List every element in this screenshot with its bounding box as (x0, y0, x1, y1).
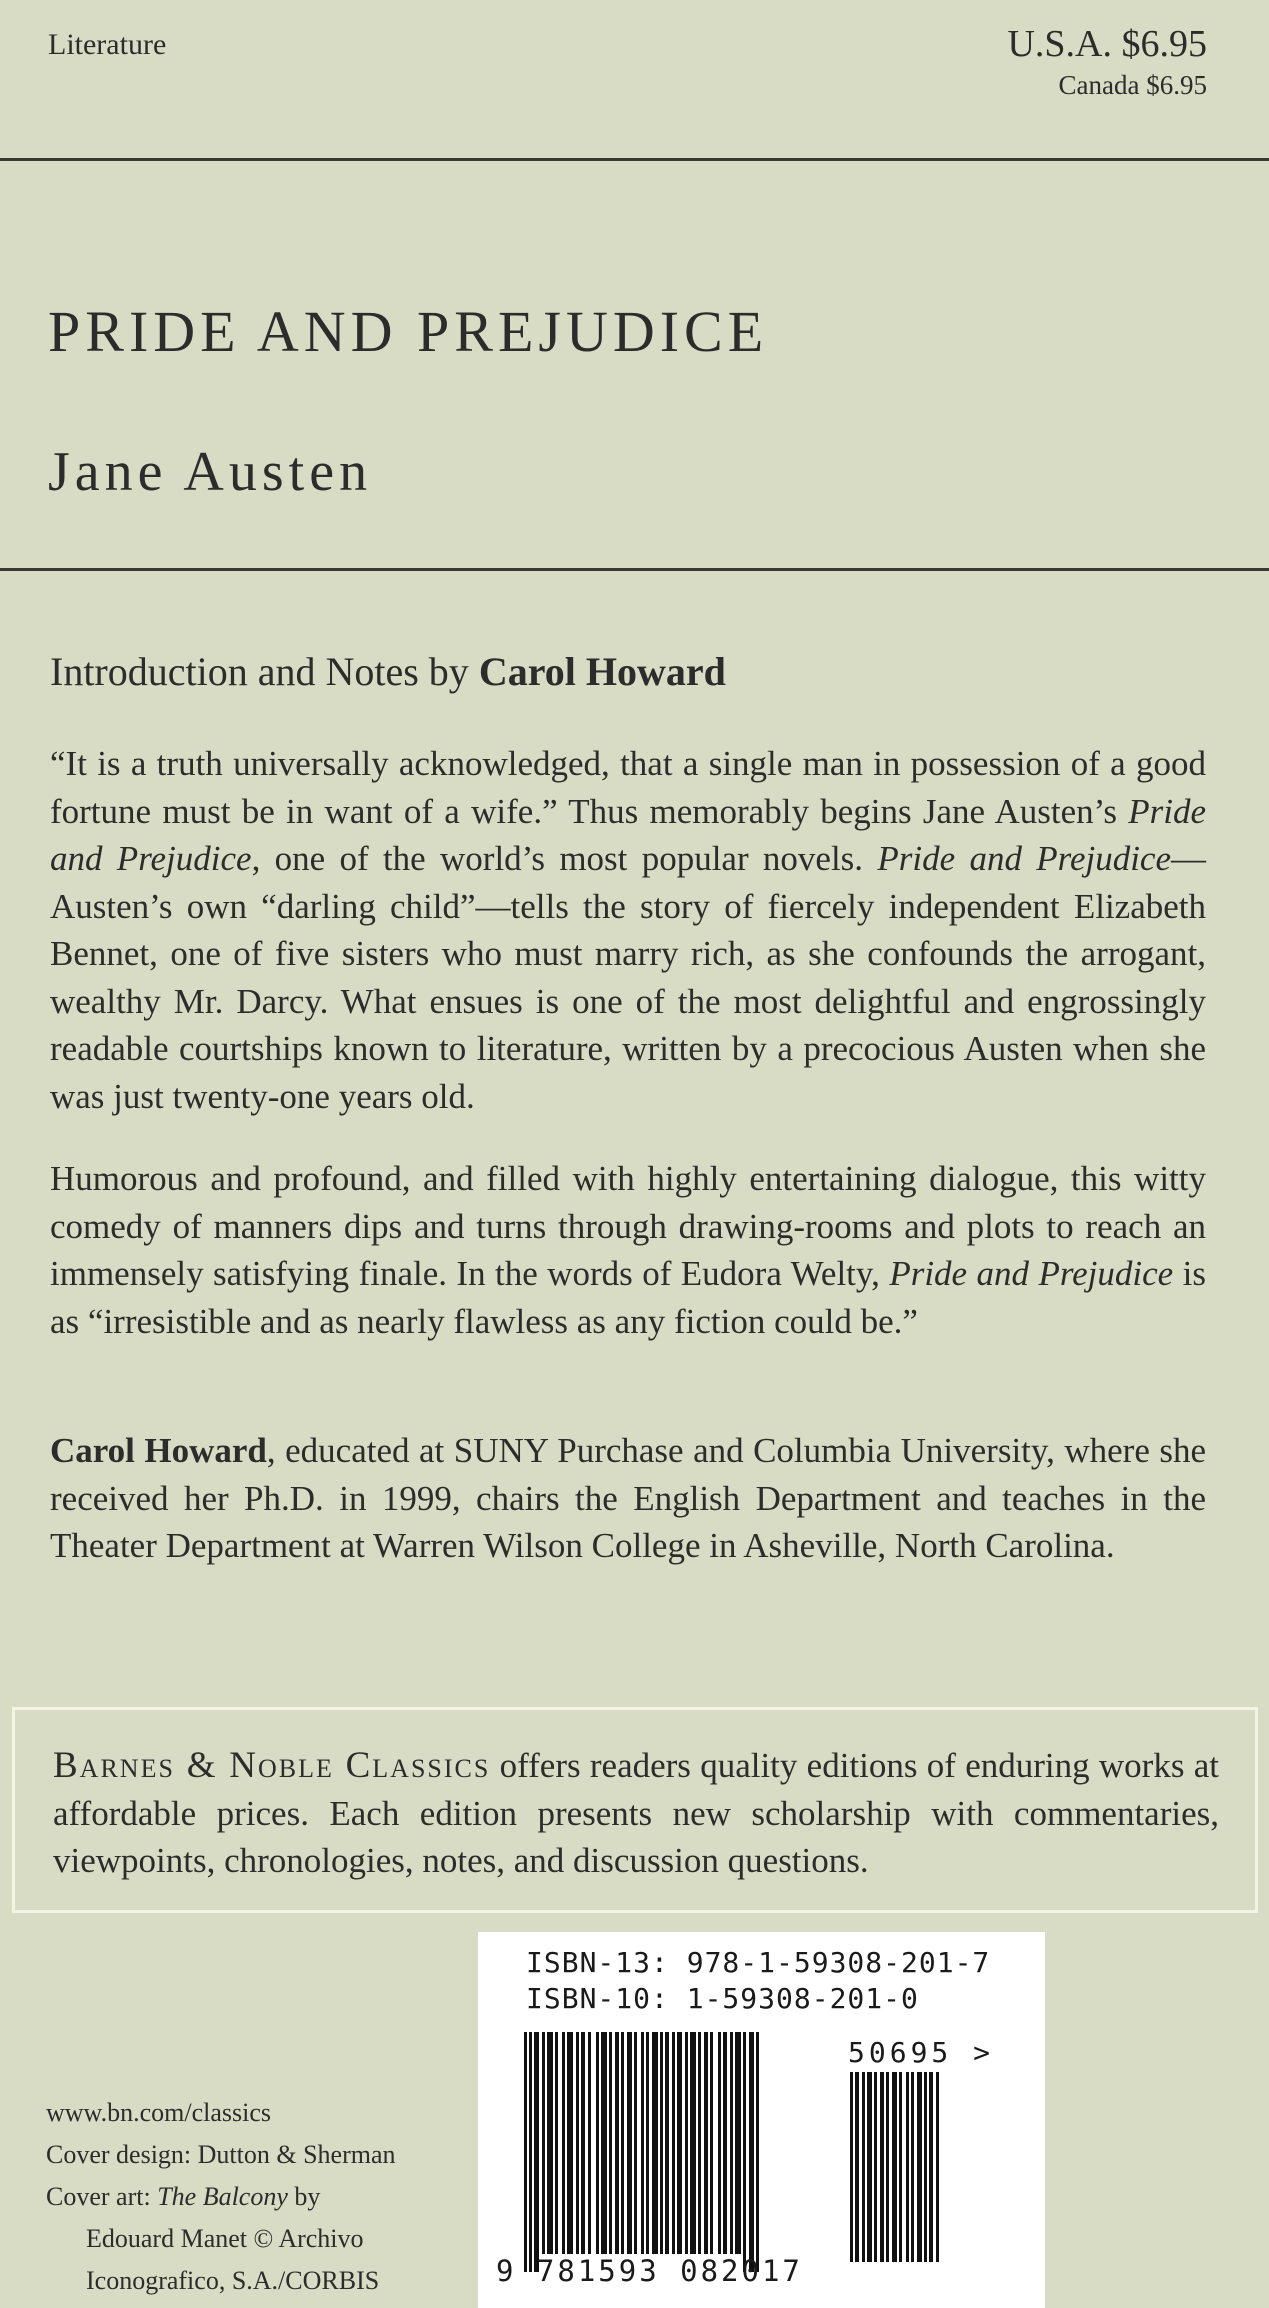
barcode-bar (596, 2032, 599, 2254)
description-paragraph-2 (50, 1155, 1206, 1345)
barcode-bar (581, 2032, 585, 2254)
editor-bio (50, 1427, 1206, 1570)
classics-brand: Barnes & Noble Classics (53, 1745, 491, 1786)
barcode-bar (524, 2032, 527, 2272)
middle-divider (0, 568, 1269, 571)
barcode-bar (621, 2032, 624, 2254)
website-url: www.bn.com/classics (46, 2098, 272, 2127)
artwork-title: The Balcony (157, 2182, 288, 2211)
addon-barcode (850, 2072, 980, 2262)
barcode-bar (749, 2032, 754, 2272)
barcode-bar (615, 2032, 619, 2254)
barcode-bar (601, 2032, 607, 2254)
price-addon-code: 50695 > (848, 2036, 995, 2069)
barcode-bar (652, 2032, 658, 2254)
barcode-bar (899, 2072, 902, 2262)
isbn-13: ISBN-13: 978-1-59308-201-7 (526, 1946, 991, 1979)
barcode-bar (576, 2032, 579, 2254)
cover-art-credit-line-2: Edouard Manet © Archivo (86, 2224, 364, 2253)
barcode-bar (730, 2032, 733, 2254)
barcode-bar (880, 2072, 884, 2262)
barcode-bar (906, 2072, 909, 2262)
top-divider (0, 158, 1269, 161)
barcode-bar (634, 2032, 637, 2254)
p1-book-title-1: Pride and Prejudice (50, 791, 1206, 878)
barcode-bar (690, 2032, 696, 2254)
introduction-credit (50, 648, 726, 695)
barcode-bar (924, 2072, 927, 2262)
intro-prefix: Introduction and Notes by (50, 649, 479, 694)
ean-barcode (524, 2032, 842, 2272)
barcode-bar (911, 2072, 914, 2262)
barcode-bar (929, 2072, 933, 2262)
barcode-bar (677, 2032, 682, 2254)
barcode-bar (660, 2032, 663, 2254)
barcode-bar (723, 2032, 727, 2254)
p2-text-b: is as “irresistible and as nearly flawless as any fiction could be.” (50, 1254, 1206, 1341)
book-title: PRIDE AND PREJUDICE (48, 299, 769, 364)
barcode-bar (547, 2032, 553, 2254)
barcode-bar (588, 2032, 591, 2254)
barcode-bar (555, 2032, 558, 2254)
classics-info-box (12, 1707, 1258, 1913)
barcode-bar (862, 2072, 865, 2262)
barcode-bar (641, 2032, 644, 2254)
description-paragraph-1 (50, 740, 1206, 1120)
barcode-bar (874, 2072, 877, 2262)
barcode-bar (743, 2032, 746, 2272)
book-author: Jane Austen (48, 441, 373, 503)
barcode-bar (917, 2072, 922, 2262)
barcode-bar (867, 2072, 872, 2262)
barcode-bar (627, 2032, 632, 2254)
barcode-bar (735, 2032, 741, 2254)
cover-art-credit-line-3: Iconografico, S.A./CORBIS (86, 2266, 380, 2295)
barcode-bar (855, 2072, 859, 2262)
p2-book-title: Pride and Prejudice (889, 1254, 1174, 1293)
barcode-bar (704, 2032, 708, 2254)
p2-text-a: Humorous and profound, and filled with highly entertaining dialogue, this witty comedy of manners dips and turns through drawing-rooms and plots to reach an immensely satisfying finale. In the words of Eudora Welty, (50, 1159, 1206, 1293)
p1-text-b: , one of the world’s most popular novels. (251, 839, 878, 878)
barcode-bar (562, 2032, 565, 2254)
p1-book-title-2: Pride and Prejudice (877, 839, 1172, 878)
barcode-bar (665, 2032, 669, 2254)
price-us: U.S.A. $6.95 (1007, 23, 1207, 65)
barcode-bar (567, 2032, 573, 2254)
barcode-bar (534, 2032, 539, 2272)
classics-text: offers readers quality editions of enduring works at affordable prices. Each edition presents new scholarship with commentaries, viewpoints, chronologies, notes, and discussion questions. (53, 1746, 1219, 1880)
barcode-bar (886, 2072, 889, 2262)
barcode-bar (609, 2032, 612, 2254)
p1-text-a: “It is a truth universally acknowledged, that a single man in possession of a good fortune must be in want of a wife.” Thus memorably begins Jane Austen’s (50, 744, 1206, 831)
barcode-bar (646, 2032, 649, 2254)
bio-text: , educated at SUNY Purchase and Columbia University, where she received her Ph.D. in 1999, chairs the English Department and teaches in the Theater Department at Warren Wilson College in Asheville, North Carolina. (50, 1431, 1206, 1565)
price-canada: Canada $6.95 (1058, 70, 1207, 100)
barcode-bar (529, 2032, 532, 2272)
barcode-bar (936, 2072, 939, 2262)
barcode-bar (892, 2072, 897, 2262)
barcode-panel (478, 1932, 1045, 2308)
barcode-bar (685, 2032, 688, 2254)
barcode-bar (698, 2032, 701, 2254)
ean-digits: 9 781593 082017 (496, 2254, 803, 2288)
barcode-bar (850, 2072, 853, 2262)
cover-design-credit: Cover design: Dutton & Sherman (46, 2140, 396, 2169)
p1-text-c: —Austen’s own “darling child”—tells the story of fiercely independent Elizabeth Bennet, one of five sisters who must marry rich, as she confounds the arrogant, wealthy Mr. Darcy. What ensues is one of the most delightful and engrossingly readable courtships known to literature, written by a precocious Austen when she was just twenty-one years old. (50, 839, 1207, 1116)
bio-name: Carol Howard (50, 1431, 267, 1470)
cover-credits (46, 2092, 396, 2302)
category-label: Literature (48, 28, 167, 61)
barcode-bar (710, 2032, 713, 2254)
intro-editor: Carol Howard (478, 649, 726, 694)
classics-description (53, 1742, 1219, 1885)
barcode-bar (718, 2032, 721, 2254)
barcode-bar (756, 2032, 759, 2272)
barcode-bar (672, 2032, 675, 2254)
barcode-bar (542, 2032, 545, 2254)
cover-art-credit: Cover art: The Balcony by (46, 2182, 321, 2211)
isbn-10: ISBN-10: 1-59308-201-0 (526, 1982, 919, 2015)
